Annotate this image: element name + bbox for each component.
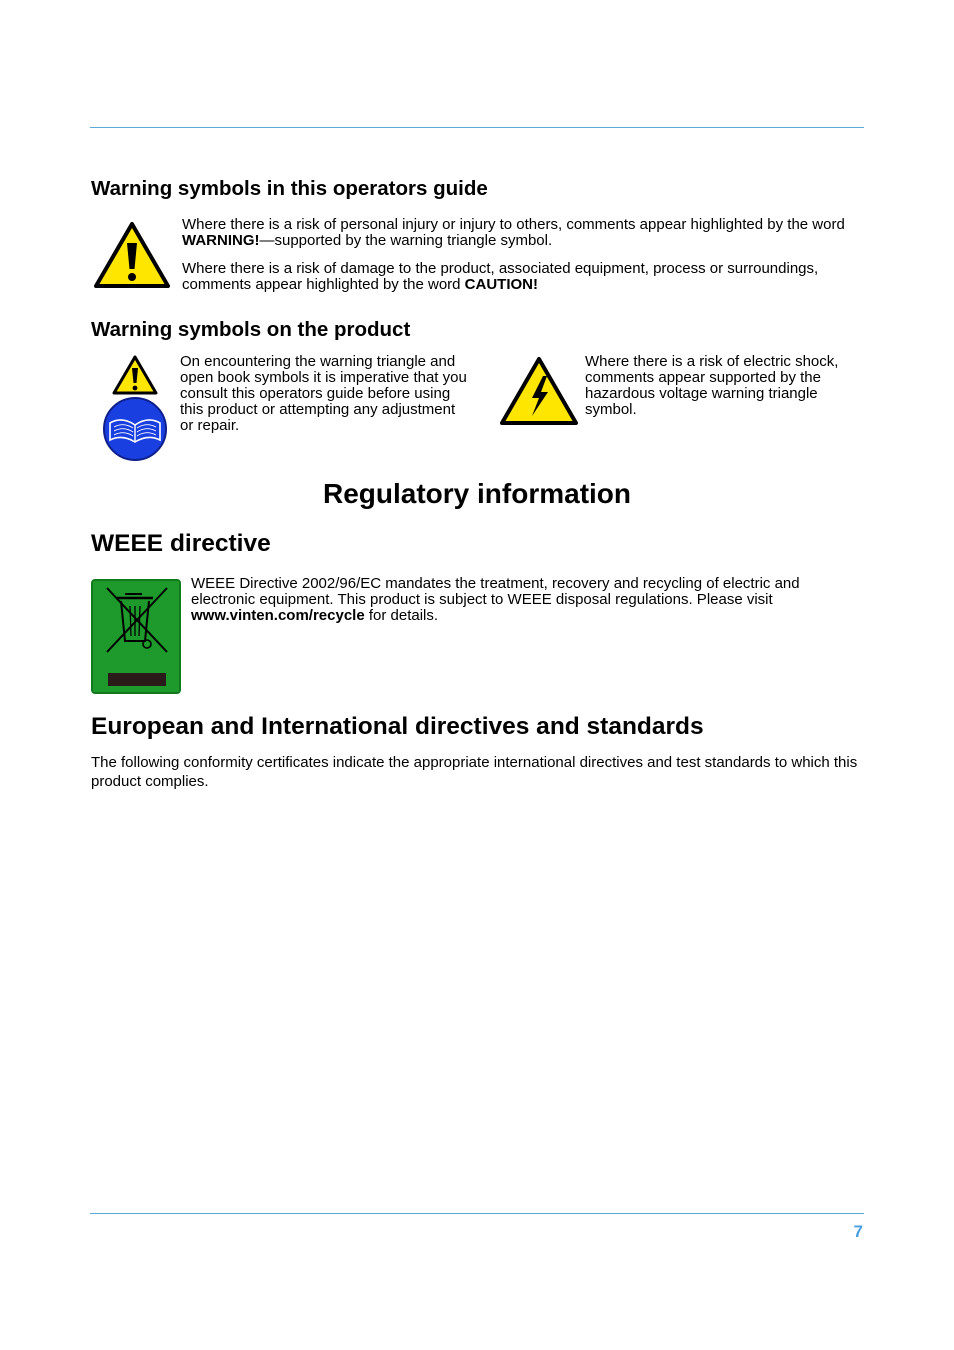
hazardous-voltage-icon [499,356,579,426]
footer-rule [90,1213,864,1214]
standards-paragraph: The following conformity certificates indicate the appropriate international directives and test standards to which this product complies. [91,754,858,790]
section-heading-product: Warning symbols on the product [91,318,411,341]
open-book-icon [102,396,168,462]
weee-paragraph: WEEE Directive 2002/96/EC mandates the treatment, recovery and recycling of electric and electronic equipment. This product is subject to WEEE disposal regulations. Please visit www.vinten.com/recycle for details. [191,575,800,624]
warning-triangle-small-icon [112,355,158,395]
header-rule [90,127,864,128]
caution-keyword: CAUTION! [464,276,538,293]
recycle-link[interactable]: www.vinten.com/recycle [191,607,365,624]
section-heading-operators-guide: Warning symbols in this operators guide [91,177,488,200]
book-symbol-paragraph: On encountering the warning triangle and open book symbols it is imperative that you consult this operators guide before using this product or attempting any adjustment or repair. [180,353,467,434]
shock-symbol-paragraph: Where there is a risk of electric shock, comments appear supported by the hazardous voltage warning triangle symbol. [585,353,839,418]
caution-paragraph: Where there is a risk of damage to the product, associated equipment, process or surroundings, comments appear highlighted by the word CAUTION! [182,260,819,293]
page-title: Regulatory information [322,478,631,509]
warning-paragraph: Where there is a risk of personal injury or injury to others, comments appear highlighted by the word WARNING!—supported by the warning triangle symbol. [182,216,845,249]
weee-heading: WEEE directive [91,530,271,557]
standards-heading: European and International directives and standards [91,713,704,740]
weee-crossed-bin-icon [91,579,181,694]
warning-keyword: WARNING! [182,232,260,249]
warning-triangle-icon [93,221,171,289]
page-number: 7 [853,1222,863,1241]
